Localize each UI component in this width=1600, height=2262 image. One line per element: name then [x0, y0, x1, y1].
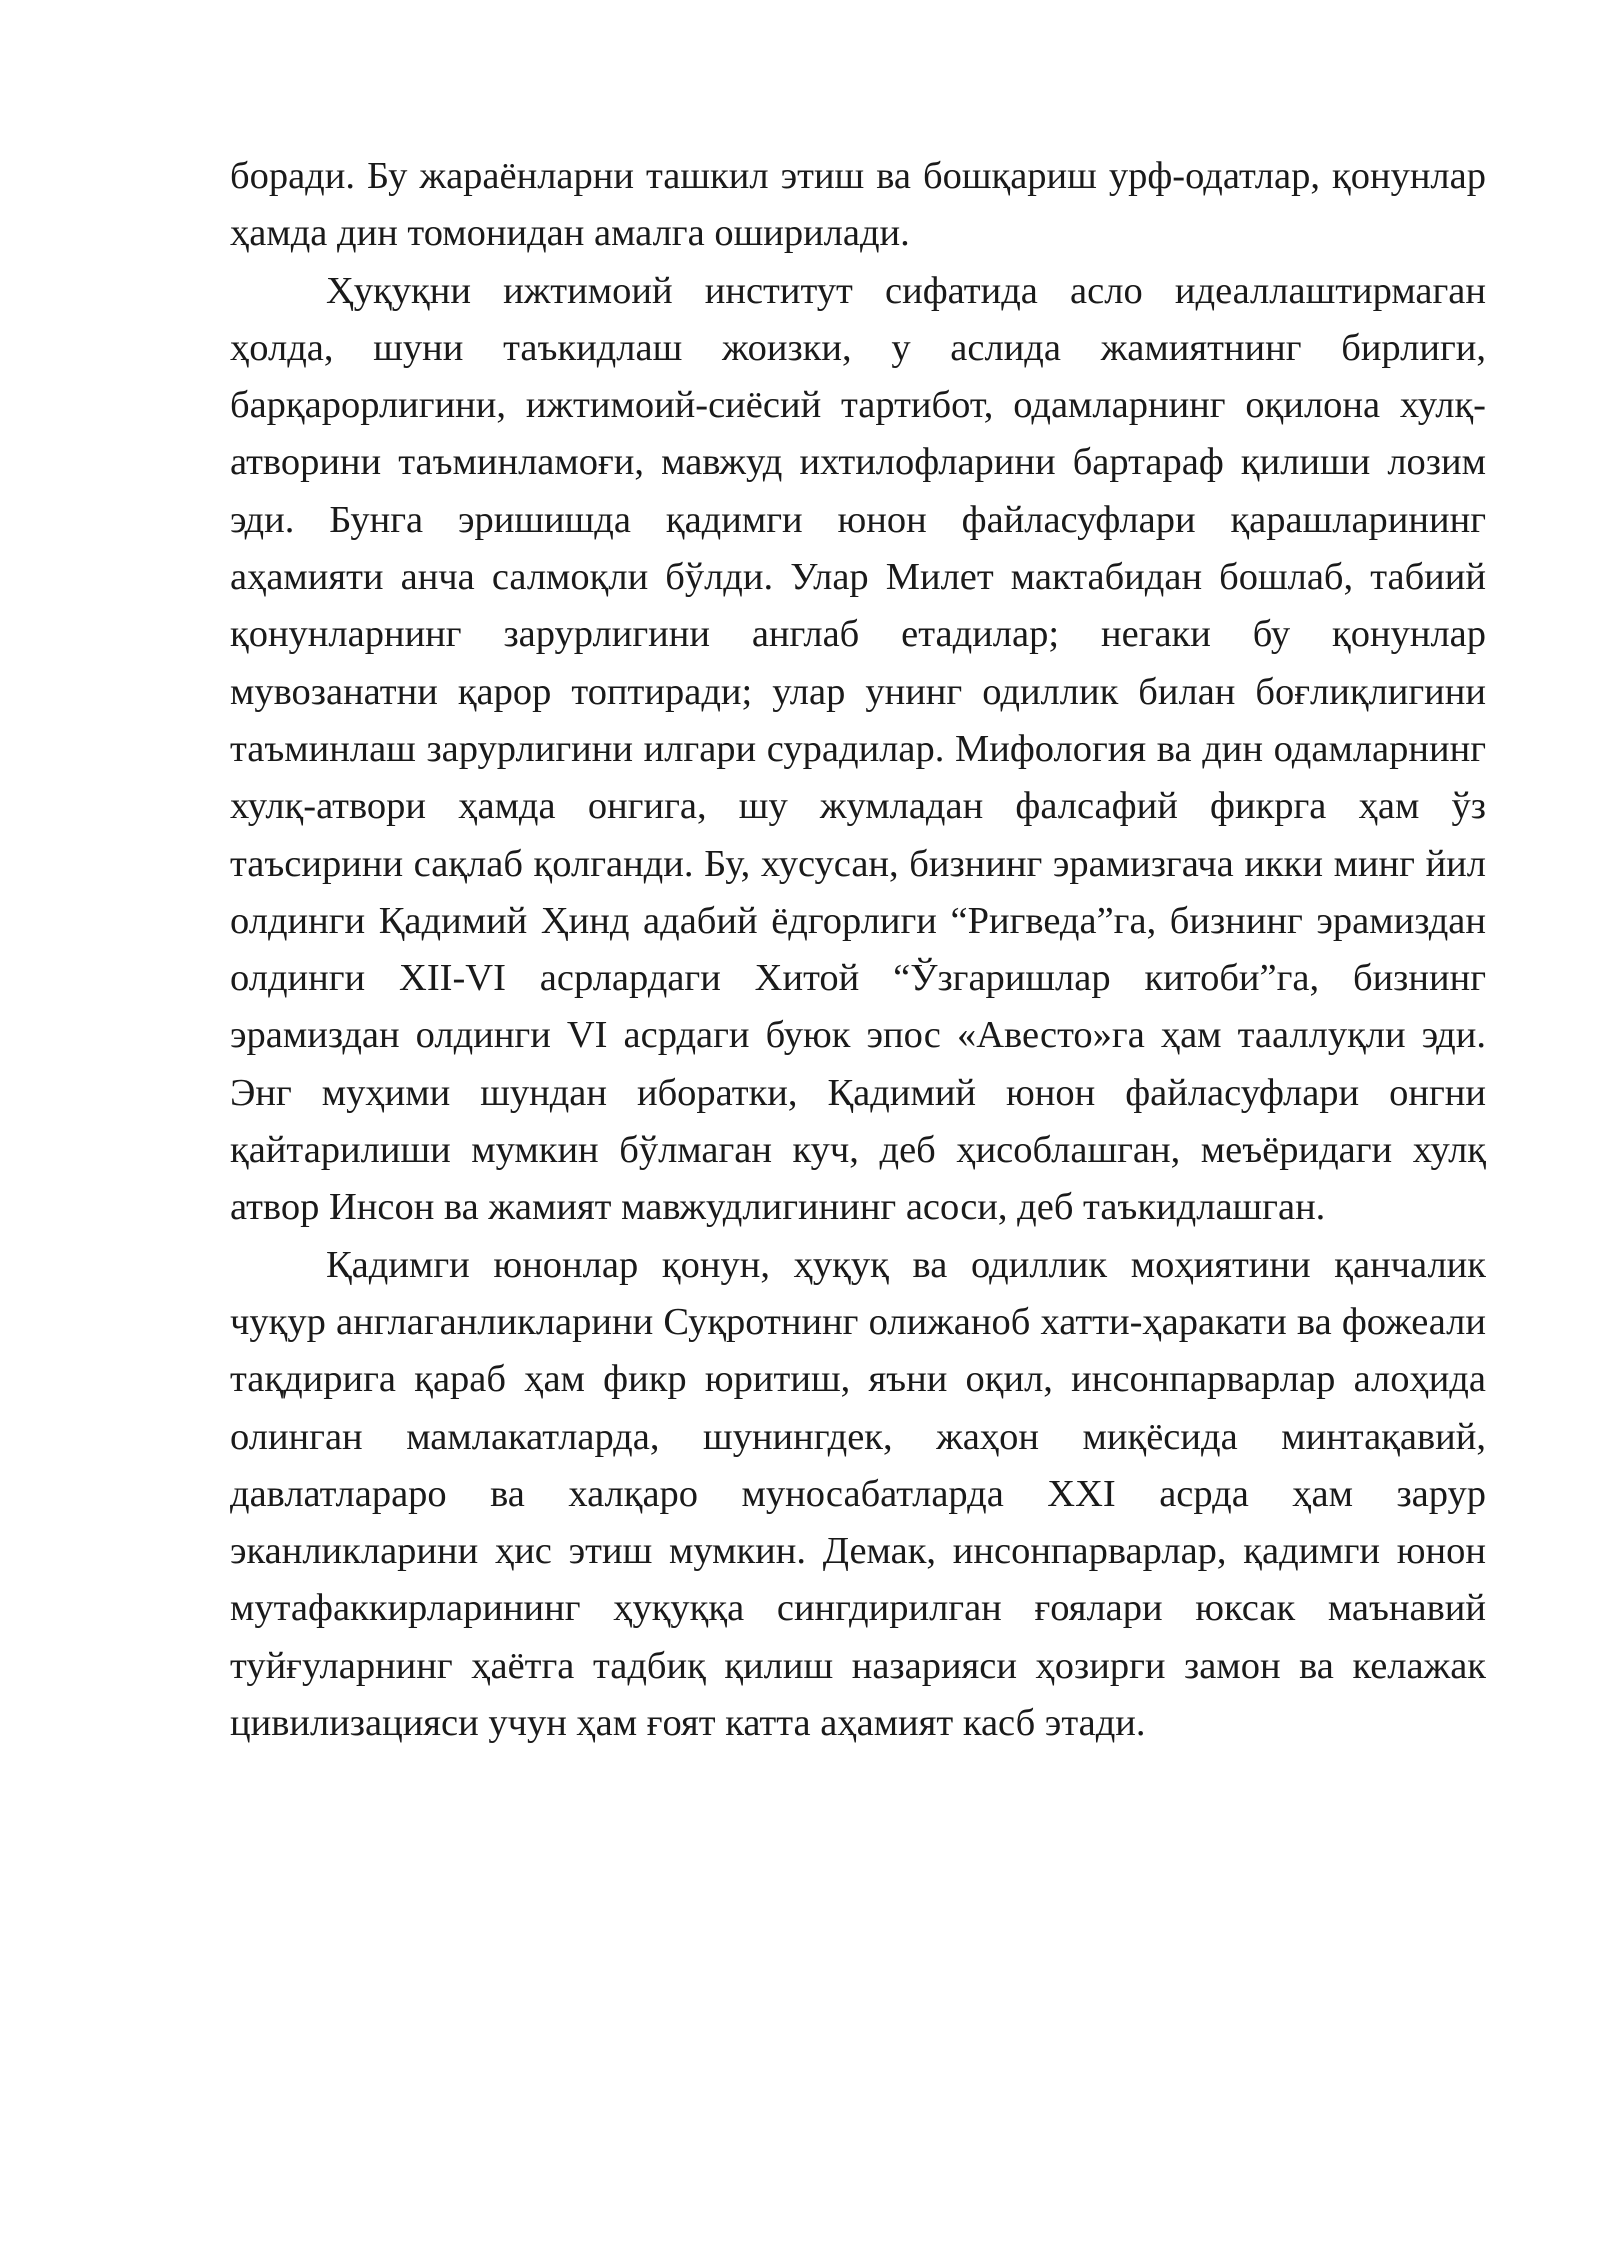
paragraph-continuation: боради. Бу жараёнларни ташкил этиш ва бошқариш урф-одатлар, қонунлар ҳамда дин томонидан амалга оширилади.: [230, 155, 1486, 255]
document-page: [230, 148, 1486, 1752]
paragraph-law-institution: Ҳуқуқни ижтимоий институт сифатида асло идеаллаштирмаган ҳолда, шуни таъкидлаш жоизки, у аслида жамиятнинг бирлиги, барқарорлигини, ижтимоий-сиёсий тартибот, одамларнинг оқилона хулқ-атворини таъминламоғи, мавжуд ихтилофларини бартараф қилиши лозим эди. Бунга эришишда қадимги юнон файласуфлари қарашларининг аҳамияти анча салмоқли бўлди. Улар Милет мактабидан бошлаб, табиий қонунларнинг зарурлигини англаб етадилар; негаки бу қонунлар мувозанатни қарор топтиради; улар унинг одиллик билан боғлиқлигини таъминлаш зарурлигини илгари сурадилар. Мифология ва дин одамларнинг хулқ-атвори ҳамда онгига, шу жумладан фалсафий фикрга ҳам ўз таъсирини сақлаб қолганди. Бу, хусусан, бизнинг эрамизгача икки минг йил олдинги Қадимий Ҳинд адабий ёдгорлиги “Ригведа”га, бизнинг эрамиздан олдинги XII-VI асрлардаги Хитой “Ўзгаришлар китоби”га, бизнинг эрамиздан олдинги VI асрдаги буюк эпос «Авесто»га ҳам тааллуқли эди. Энг муҳими шундан иборатки, Қадимий юнон файласуфлари онгни қайтарилиши мумкин бўлмаган куч, деб ҳисоблашган, меъёридаги хулқ атвор Инсон ва жамият мавжудлигининг асоси, деб таъкидлашган.: [230, 269, 1486, 1229]
paragraph-ancient-greeks: Қадимги юнонлар қонун, ҳуқуқ ва одиллик моҳиятини қанчалик чуқур англаганликларини Суқротнинг олижаноб хатти-ҳаракати ва фожеали тақдирига қараб ҳам фикр юритиш, яъни оқил, инсонпарварлар алоҳида олинган мамлакатларда, шунингдек, жаҳон миқёсида минтақавий, давлатлараро ва халқаро муносабатларда XXI асрда ҳам зарур эканликларини ҳис этиш мумкин. Демак, инсонпарварлар, қадимги юнон мутафаккирларининг ҳуқуққа сингдирилган ғоялари юксак маънавий туйғуларнинг ҳаётга тадбиқ қилиш назарияси ҳозирги замон ва келажак цивилизацияси учун ҳам ғоят катта аҳамият касб этади.: [230, 1243, 1486, 1745]
